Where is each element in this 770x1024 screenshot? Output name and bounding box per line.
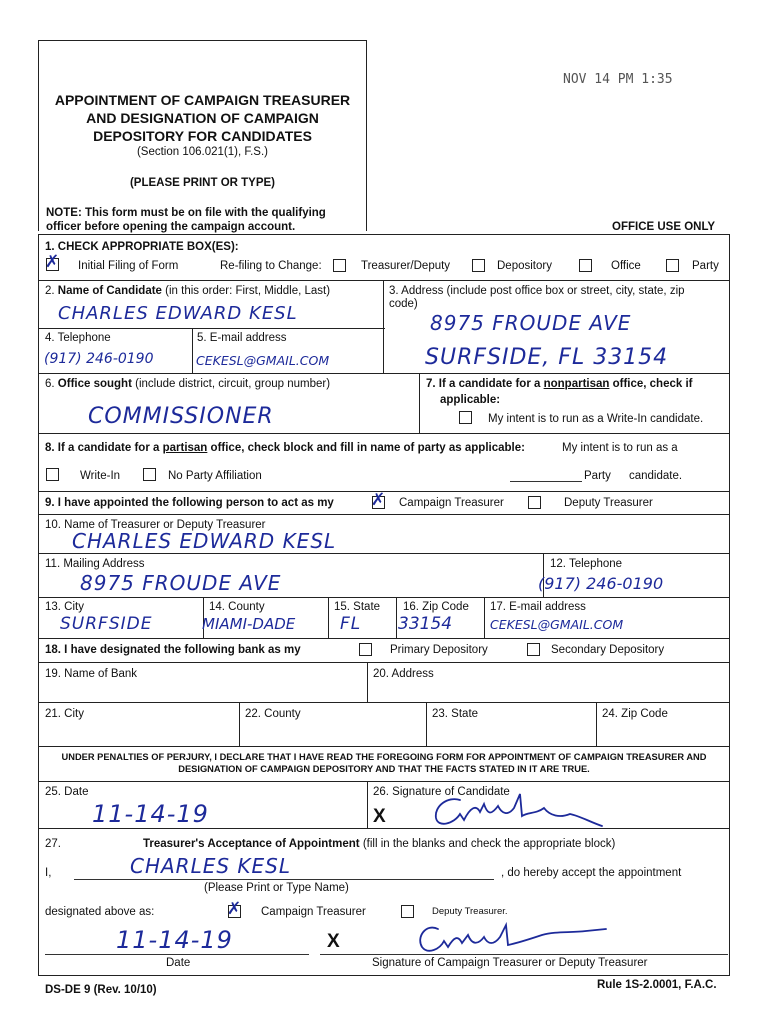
perjury-line1: UNDER PENALTIES OF PERJURY, I DECLARE THAT I HAVE READ THE FOREGOING FORM FOR APPOINTMENT OF CAMPAIGN TREASURER AND (61, 752, 707, 762)
statute-reference: (Section 106.021(1), F.S.) (136, 146, 269, 158)
form-title-line2: AND DESIGNATION OF CAMPAIGN (86, 110, 319, 126)
acceptance-title-hint: (fill in the blanks and check the appropriate block) (362, 838, 616, 850)
partisan-label-a: 8. If a candidate for a (45, 442, 163, 454)
nonpartisan-label-line1 (426, 377, 693, 391)
depository-label: Depository (497, 260, 552, 272)
nonpartisan-label-a: 7. If a candidate for a (426, 378, 544, 390)
depository-checkbox[interactable] (472, 259, 485, 272)
zip-label: 16. Zip Code (403, 601, 469, 613)
candidate-name-value[interactable]: CHARLES EDWARD KESL (58, 303, 298, 324)
acceptance-title (143, 837, 615, 851)
acceptance-campaign-treasurer-label: Campaign Treasurer (261, 906, 366, 918)
print-name-hint: (Please Print or Type Name) (204, 882, 349, 894)
county-value[interactable]: MIAMI-DADE (202, 615, 296, 633)
state-value[interactable]: FL (340, 614, 362, 634)
nonpartisan-writein-label: My intent is to run as a Write-In candidate. (488, 413, 704, 425)
acceptance-date-line (45, 954, 309, 955)
print-instruction: (PLEASE PRINT OR TYPE) (129, 177, 276, 189)
mailing-address-label: 11. Mailing Address (45, 558, 145, 570)
party-name-blank[interactable] (510, 481, 582, 482)
row1-label: 1. CHECK APPROPRIATE BOX(ES): (45, 241, 239, 253)
appointment-label: 9. I have appointed the following person to act as my (45, 497, 334, 509)
acceptance-title-bold: Treasurer's Acceptance of Appointment (143, 838, 360, 850)
treasurer-deputy-checkbox[interactable] (333, 259, 346, 272)
treasurer-name-label: 10. Name of Treasurer or Deputy Treasurer (45, 519, 266, 531)
acceptance-deputy-label: Deputy Treasurer. (432, 906, 508, 917)
date-label: 25. Date (45, 786, 89, 798)
candidate-name-bold: Name of Candidate (57, 285, 162, 297)
bank-zip-label: 24. Zip Code (602, 708, 668, 720)
treasurer-deputy-label: Treasurer/Deputy (361, 260, 451, 272)
party-checkbox[interactable] (666, 259, 679, 272)
office-sought-hint: (include district, circuit, group number) (135, 378, 331, 390)
acceptance-signature-x: X (327, 931, 340, 952)
acceptance-campaign-treasurer-checkbox[interactable]: ✗ (227, 899, 242, 918)
candidate-signature-label: 26. Signature of Candidate (373, 786, 510, 798)
state-label: 15. State (334, 601, 381, 613)
npa-label: No Party Affiliation (168, 470, 262, 482)
treasurer-phone-value[interactable]: (917) 246-0190 (538, 574, 664, 593)
refiling-label: Re-filing to Change: (220, 260, 322, 272)
form-id: DS-DE 9 (Rev. 10/10) (45, 984, 157, 996)
acceptance-num: 27. (45, 838, 61, 850)
received-stamp: NOV 14 PM 1:35 (563, 72, 673, 87)
office-sought-value[interactable]: COMMISSIONER (88, 404, 274, 429)
acceptance-i-label: I, (45, 867, 52, 879)
form-title-line3: DEPOSITORY FOR CANDIDATES (93, 128, 312, 144)
partisan-label (45, 441, 525, 455)
bank-state-label: 23. State (432, 708, 479, 720)
acceptance-signature-scribble (410, 915, 620, 957)
bank-name-label: 19. Name of Bank (45, 668, 138, 680)
office-use-label: OFFICE USE ONLY (612, 221, 716, 233)
npa-checkbox[interactable] (143, 468, 156, 481)
candidate-email-value[interactable]: CEKESL@GMAIL.COM (196, 353, 330, 368)
candidate-signature-scribble (420, 786, 610, 830)
treasurer-email-label: 17. E-mail address (490, 601, 586, 613)
candidate-address-line2[interactable]: SURFSIDE, FL 33154 (425, 345, 669, 370)
deputy-treasurer-label: Deputy Treasurer (564, 497, 653, 509)
partisan-label-b: partisan (162, 442, 208, 454)
city-value[interactable]: SURFSIDE (60, 614, 153, 634)
address-label-line1: 3. Address (include post office box or street, city, state, zip (389, 285, 685, 297)
designated-label: designated above as: (45, 906, 155, 918)
bank-city-label: 21. City (45, 708, 84, 720)
party-word: Party (584, 470, 611, 482)
office-sought-num: 6. (45, 378, 55, 390)
bank-address-label: 20. Address (373, 668, 434, 680)
acceptance-name-value[interactable]: CHARLES KESL (130, 854, 292, 878)
acceptance-date-value[interactable]: 11-14-19 (116, 926, 233, 954)
rule-reference: Rule 1S-2.0001, F.A.C. (597, 979, 717, 991)
secondary-depository-checkbox[interactable] (527, 643, 540, 656)
acceptance-date-label: Date (166, 957, 191, 969)
nonpartisan-label-c: office, check if (609, 378, 693, 390)
candidate-name-label (45, 284, 330, 298)
office-sought-bold: Office sought (57, 378, 132, 390)
initial-filing-label: Initial Filing of Form (78, 260, 179, 272)
partisan-label-c: office, check block and fill in name of party as applicable: (207, 442, 525, 454)
bank-designation-label: 18. I have designated the following bank as my (45, 644, 301, 656)
deputy-treasurer-checkbox[interactable] (528, 496, 541, 509)
phone-label: 4. Telephone (45, 332, 111, 344)
bank-county-label: 22. County (245, 708, 301, 720)
city-label: 13. City (45, 601, 84, 613)
accept-text: , do hereby accept the appointment (501, 867, 682, 879)
form-title-line1: APPOINTMENT OF CAMPAIGN TREASURER (54, 92, 351, 108)
office-checkbox[interactable] (579, 259, 592, 272)
candidate-phone-value[interactable]: (917) 246-0190 (44, 351, 154, 367)
email-label: 5. E-mail address (197, 332, 287, 344)
county-label: 14. County (209, 601, 265, 613)
zip-value[interactable]: 33154 (398, 614, 453, 634)
mailing-address-value[interactable]: 8975 FROUDE AVE (80, 571, 282, 595)
candidate-name-num: 2. (45, 285, 55, 297)
candidate-date-value[interactable]: 11-14-19 (92, 800, 209, 828)
primary-depository-checkbox[interactable] (359, 643, 372, 656)
primary-depository-label: Primary Depository (390, 644, 488, 656)
acceptance-name-line (74, 879, 494, 880)
candidate-signature-x: X (373, 806, 386, 827)
writein-label: Write-In (80, 470, 121, 482)
acceptance-signature-line (320, 954, 728, 955)
partisan-intent-label: My intent is to run as a (562, 442, 678, 454)
campaign-treasurer-checkbox[interactable]: ✗ (371, 490, 386, 509)
campaign-treasurer-label: Campaign Treasurer (399, 497, 504, 509)
office-sought-label (45, 377, 330, 391)
nonpartisan-label-b: nonpartisan (543, 378, 610, 390)
secondary-depository-label: Secondary Depository (551, 644, 665, 656)
acceptance-signature-label: Signature of Campaign Treasurer or Deputy Treasurer (372, 957, 648, 969)
initial-filing-checkbox[interactable]: ✗ (45, 252, 60, 271)
treasurer-email-value[interactable]: CEKESL@GMAIL.COM (490, 617, 624, 632)
candidate-name-hint: (in this order: First, Middle, Last) (165, 285, 331, 297)
candidate-word: candidate. (629, 470, 683, 482)
nonpartisan-writein-checkbox[interactable] (459, 411, 472, 424)
perjury-line2: DESIGNATION OF CAMPAIGN DEPOSITORY AND THAT THE FACTS STATED IN IT ARE TRUE. (178, 764, 590, 774)
party-label: Party (692, 260, 719, 272)
nonpartisan-label-line2: applicable: (440, 394, 501, 406)
treasurer-phone-label: 12. Telephone (550, 558, 623, 570)
filing-note-line2: officer before opening the campaign account. (46, 221, 296, 233)
candidate-address-line1[interactable]: 8975 FROUDE AVE (430, 311, 632, 335)
writein-checkbox[interactable] (46, 468, 59, 481)
office-label: Office (611, 260, 641, 272)
filing-note-line1: NOTE: This form must be on file with the qualifying (46, 207, 326, 219)
address-label-line2: code) (389, 298, 418, 310)
treasurer-name-value[interactable]: CHARLES EDWARD KESL (72, 529, 337, 553)
